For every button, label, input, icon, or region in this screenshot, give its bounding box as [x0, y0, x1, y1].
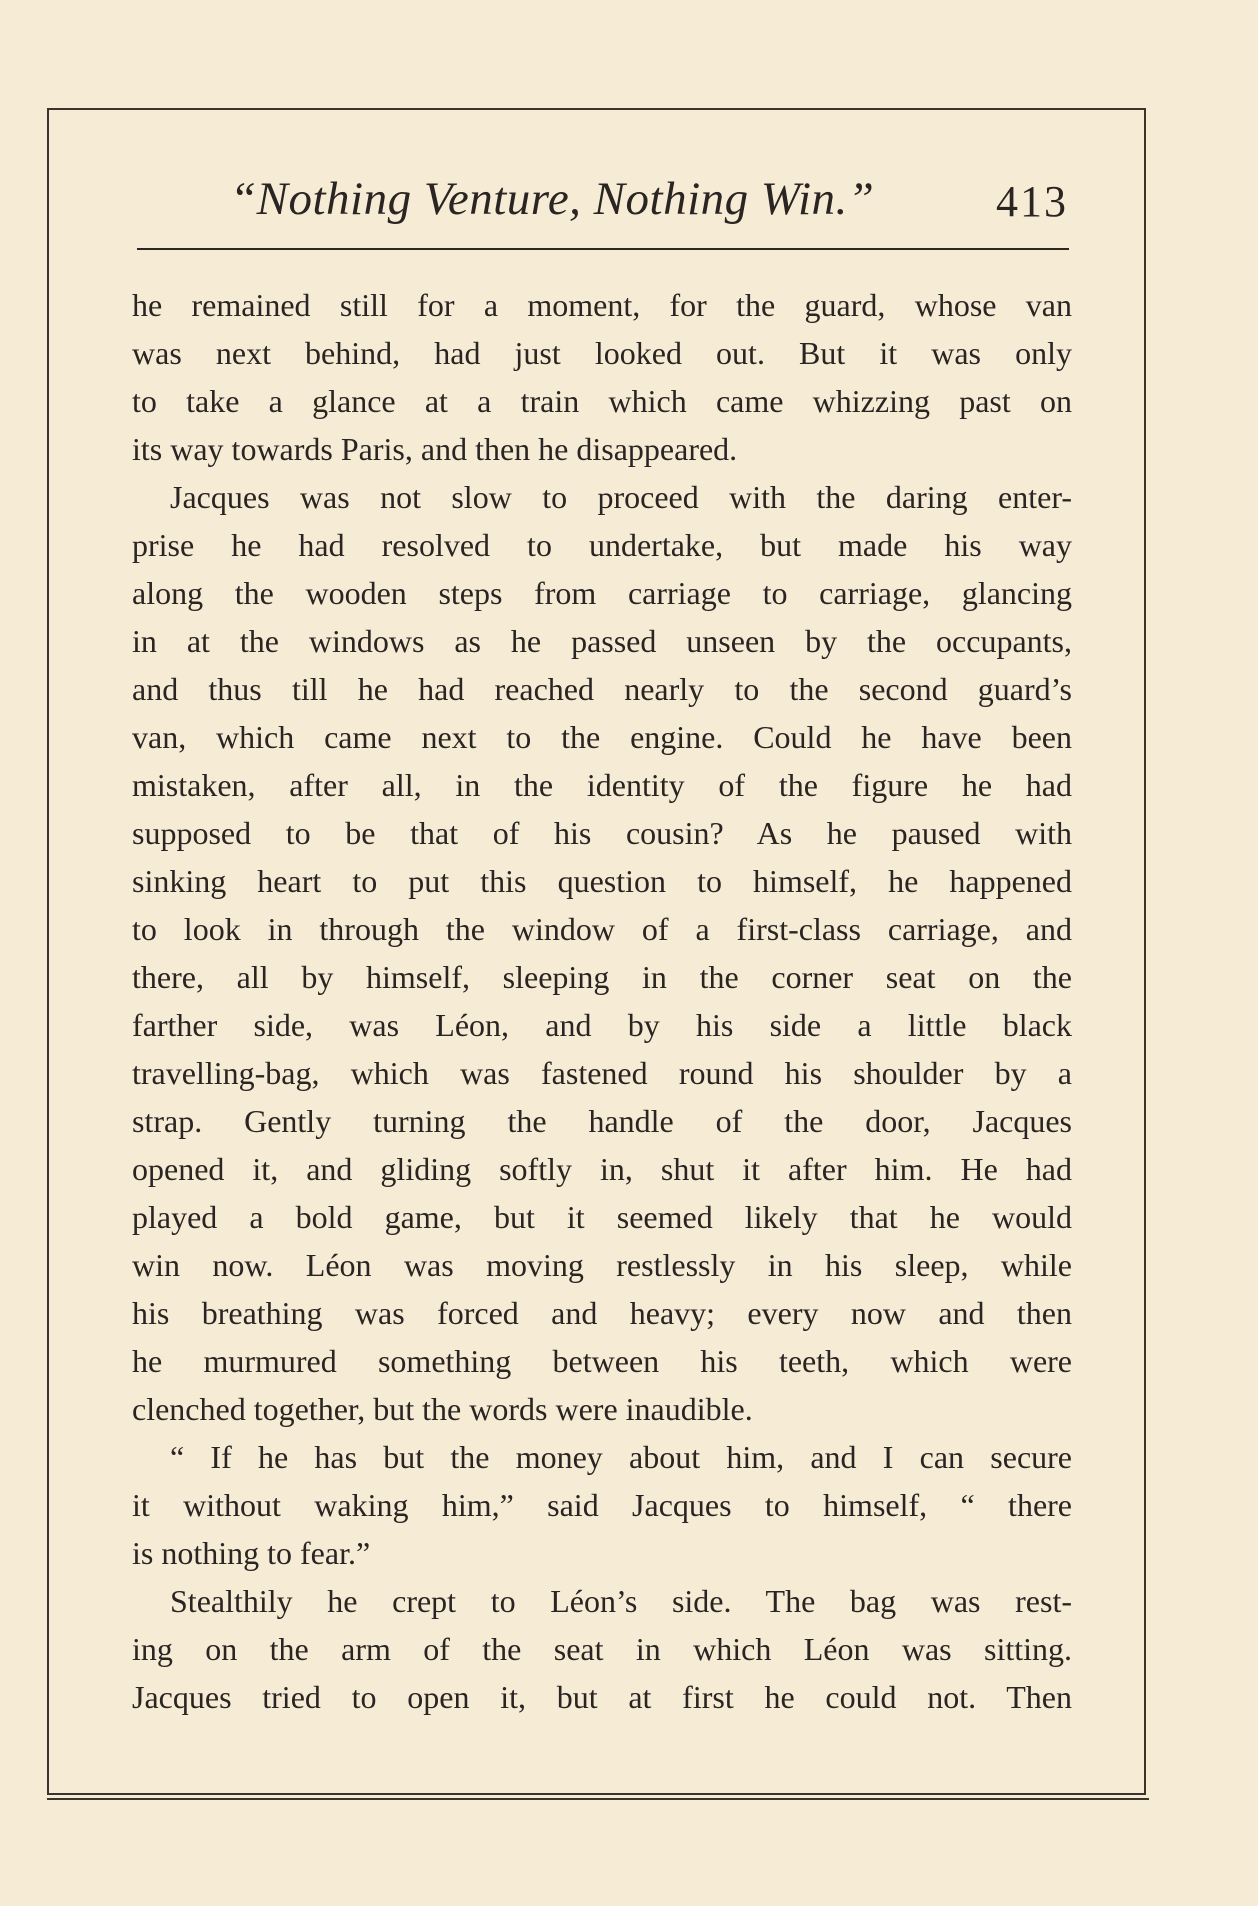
text-line: played a bold game, but it seemed likely that he would [132, 1199, 1072, 1235]
page-number: 413 [996, 177, 1068, 226]
running-header [135, 172, 1070, 232]
text-line: in at the windows as he passed unseen by the occupants, [132, 623, 1072, 659]
text-line: van, which came next to the engine. Could he have been [132, 719, 1072, 755]
text-line: Stealthily he crept to Léon’s side. The bag was rest- [170, 1583, 1072, 1619]
text-line: sinking heart to put this question to himself, he happened [132, 863, 1072, 899]
text-line: was next behind, had just looked out. But it was only [132, 335, 1072, 371]
text-line: opened it, and gliding softly in, shut it after him. He had [132, 1151, 1072, 1187]
text-line: Jacques tried to open it, but at first he could not. Then [132, 1679, 1072, 1715]
text-line: travelling-bag, which was fastened round his shoulder by a [132, 1055, 1072, 1091]
text-line: its way towards Paris, and then he disappeared. [132, 431, 738, 467]
text-line: to take a glance at a train which came whizzing past on [132, 383, 1072, 419]
text-line: supposed to be that of his cousin? As he paused with [132, 815, 1072, 851]
text-line: it without waking him,” said Jacques to himself, “ there [132, 1487, 1072, 1523]
text-line: and thus till he had reached nearly to the second guard’s [132, 671, 1072, 707]
header-rule [137, 248, 1069, 250]
text-line: win now. Léon was moving restlessly in his sleep, while [132, 1247, 1072, 1283]
text-line: Jacques was not slow to proceed with the daring enter- [170, 479, 1072, 515]
text-line: he murmured something between his teeth, which were [132, 1343, 1072, 1379]
text-line: there, all by himself, sleeping in the corner seat on the [132, 959, 1072, 995]
page-border-shadow-rule [47, 1798, 1149, 1800]
text-line: ing on the arm of the seat in which Léon was sitting. [132, 1631, 1072, 1667]
text-line: clenched together, but the words were inaudible. [132, 1391, 753, 1427]
text-line: to look in through the window of a first-class carriage, and [132, 911, 1072, 947]
text-line: mistaken, after all, in the identity of the figure he had [132, 767, 1072, 803]
text-line: prise he had resolved to undertake, but made his way [132, 527, 1072, 563]
text-line: “ If he has but the money about him, and I can secure [170, 1439, 1072, 1475]
text-line: strap. Gently turning the handle of the door, Jacques [132, 1103, 1072, 1139]
text-line: is nothing to fear.” [132, 1535, 371, 1571]
text-line: farther side, was Léon, and by his side a little black [132, 1007, 1072, 1043]
text-line: his breathing was forced and heavy; every now and then [132, 1295, 1072, 1331]
text-line: along the wooden steps from carriage to carriage, glancing [132, 575, 1072, 611]
running-title: “Nothing Venture, Nothing Win.” [230, 173, 875, 225]
body-text [132, 281, 1072, 1721]
text-line: he remained still for a moment, for the guard, whose van [132, 287, 1072, 323]
